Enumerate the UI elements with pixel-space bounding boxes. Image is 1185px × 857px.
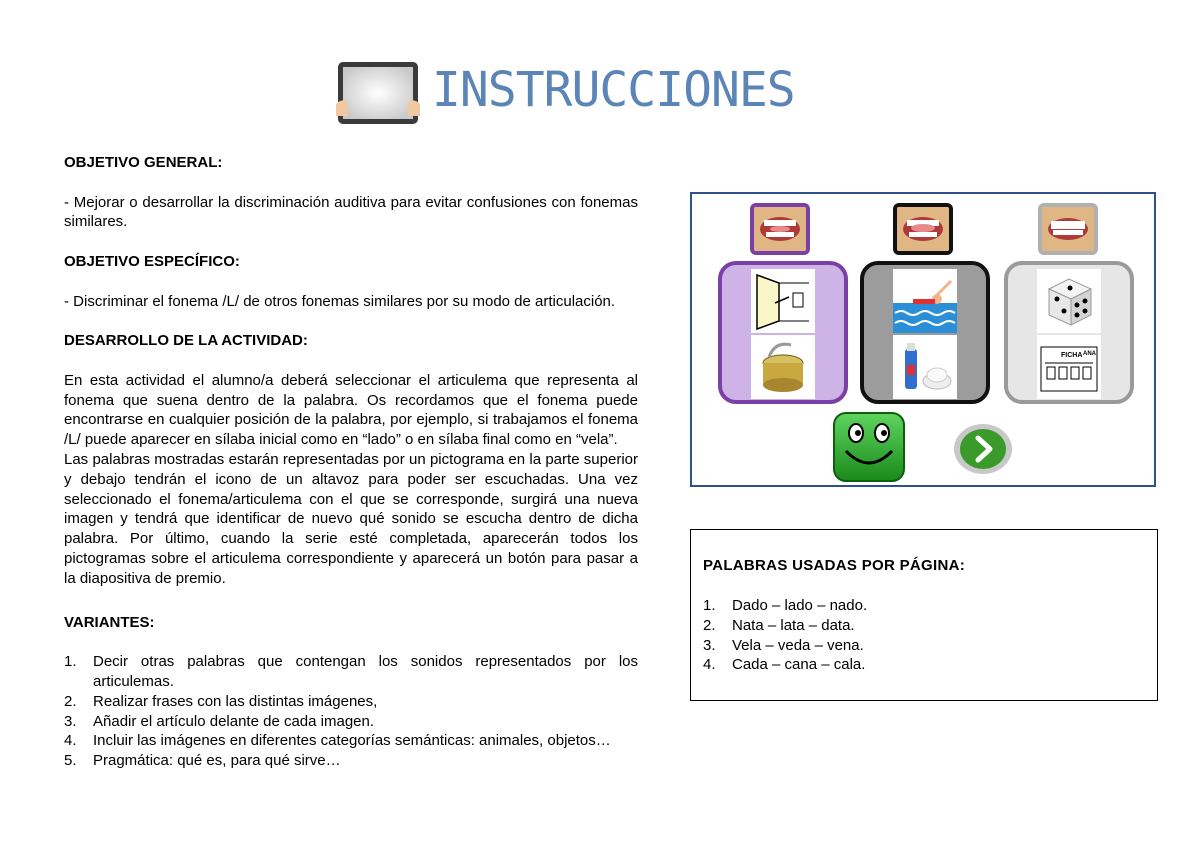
- tin-can-pictogram: [751, 335, 815, 399]
- side-wall-pictogram: [751, 269, 815, 333]
- mouth-l-image[interactable]: [750, 203, 810, 255]
- ficha-label: FICHA: [1061, 352, 1083, 359]
- mouth-n-image[interactable]: [893, 203, 953, 255]
- desarrollo-paragraph-1: En esta actividad el alumno/a deberá seleccionar el articulema que representa al fonema que suena dentro de la palabra. Os recordamos que el fonema puede encontrarse en cualquier posición de la palabra, por ejemplo, si trabajamos el fonema /L/ puede aparecer en sílaba inicial como en “lado” o en sílaba final como en “vela”.: [64, 371, 638, 449]
- objetivo-especifico-text: - Discriminar el fonema /L/ de otros fonemas similares por su modo de articulación.: [64, 292, 616, 310]
- objetivo-especifico-heading: OBJETIVO ESPECÍFICO:: [64, 252, 240, 270]
- objetivo-general-heading: OBJETIVO GENERAL:: [64, 154, 223, 171]
- next-arrow-button[interactable]: [952, 422, 1014, 476]
- variantes-heading: VARIANTES:: [64, 613, 155, 631]
- dice-pictogram: [1037, 269, 1101, 333]
- cream-pictogram: [893, 335, 957, 399]
- tablet-icon: [336, 60, 420, 126]
- smiley-reward-button[interactable]: [832, 411, 906, 483]
- ficha-pictogram: [1037, 335, 1101, 399]
- list-item: 1. Dado – lado – nado.: [703, 597, 868, 614]
- list-item: 3. Vela – veda – vena.: [703, 636, 864, 654]
- ana-label: ANA: [1083, 351, 1096, 357]
- list-item: 4. Cada – cana – cala.: [703, 656, 866, 674]
- list-item: 1. Decir otras palabras que contengan los sonidos representados por los articulemas.: [64, 653, 638, 690]
- words-list: [703, 596, 867, 675]
- page-title: INSTRUCCIONES: [432, 62, 795, 118]
- words-title: PALABRAS USADAS POR PÁGINA:: [703, 557, 966, 574]
- objetivo-general-text: - Mejorar o desarrollar la discriminación auditiva para evitar confusiones con fonemas similares.: [64, 193, 638, 231]
- activity-screenshot: [690, 192, 1156, 487]
- articulema-card-l[interactable]: [718, 261, 848, 404]
- mouth-d-image[interactable]: [1038, 203, 1098, 255]
- articulema-card-d[interactable]: [1004, 261, 1134, 404]
- instructions-column: [64, 153, 638, 771]
- desarrollo-heading: DESARROLLO DE LA ACTIVIDAD:: [64, 332, 308, 350]
- variantes-list: [64, 652, 638, 771]
- list-item: 2. Realizar frases con las distintas imágenes,: [64, 692, 378, 710]
- words-per-page-box: [690, 529, 1158, 701]
- desarrollo-paragraph-2: Las palabras mostradas estarán representadas por un pictograma en la parte superior y debajo tendrán el icono de un altavoz para poder ser escuchadas. Una vez seleccionado el fonema/articulema con el que se corresponde, surgirá una nueva imagen y tendrá que identificar de nuevo qué sonido se escucha dentro de dicha palabra. Por último, cuando la serie esté completada, aparecerán todos los pictogramas sobre el articulema correspondiente y aparecerá un botón para pasar a la diapositiva de premio.: [64, 450, 638, 587]
- list-item: 3. Añadir el artículo delante de cada imagen.: [64, 712, 375, 730]
- list-item: 5. Pragmática: qué es, para qué sirve…: [64, 752, 341, 770]
- articulema-card-n[interactable]: [860, 261, 990, 404]
- swimmer-pictogram: [893, 269, 957, 333]
- list-item: 4. Incluir las imágenes en diferentes categorías semánticas: animales, objetos…: [64, 732, 611, 750]
- list-item: 2. Nata – lata – data.: [703, 616, 855, 634]
